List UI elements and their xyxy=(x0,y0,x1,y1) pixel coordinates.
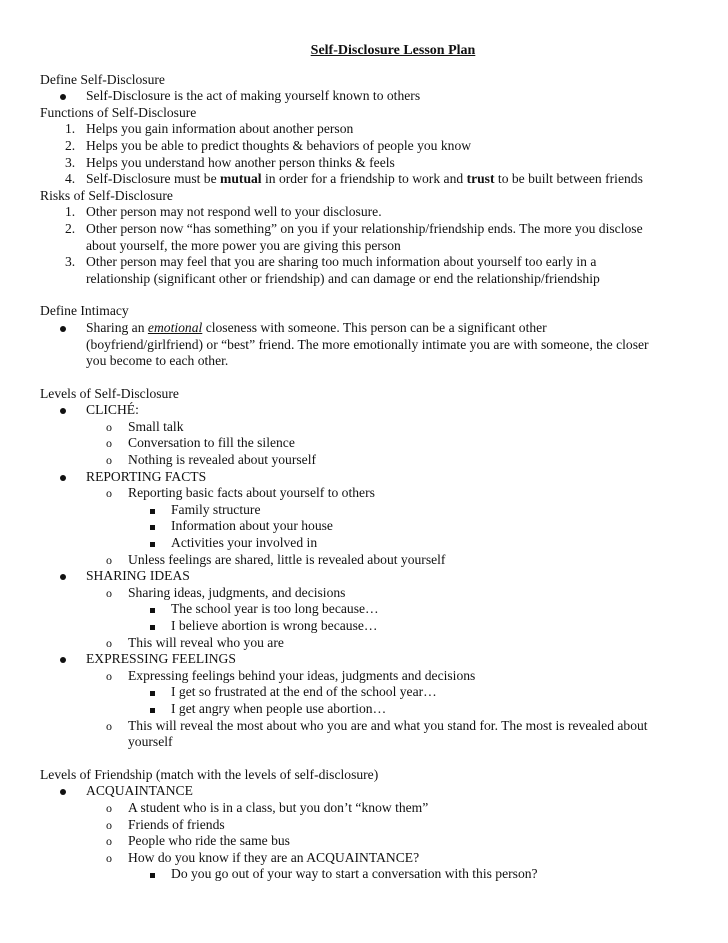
list-item: Do you go out of your way to start a conversation with this person? xyxy=(40,866,688,883)
list-item: Activities your involved in xyxy=(40,535,688,552)
list-item: CLICHÉ: xyxy=(40,402,688,419)
square-bullet-icon xyxy=(150,866,155,883)
list-number: 1. xyxy=(65,204,76,220)
square-bullet-icon xyxy=(150,701,155,718)
square-bullet-icon xyxy=(150,502,155,519)
open-circle-icon: o xyxy=(106,817,112,832)
emphasis-emotional: emotional xyxy=(147,319,203,335)
list-item: Family structure xyxy=(40,502,688,519)
page-title: Self-Disclosure Lesson Plan xyxy=(310,43,476,58)
open-circle-icon: o xyxy=(106,668,112,683)
list-item: 2. Other person now “has something” on you if your relationship/friendship ends. The more you disclose xyxy=(65,220,643,236)
list-item: 2. Helps you be able to predict thoughts & behaviors of people you know xyxy=(65,137,472,153)
open-circle-icon: o xyxy=(106,850,112,865)
open-circle-icon: o xyxy=(106,718,112,733)
list-item: o This will reveal the most about who you are and what you stand for. The most is revealed about xyxy=(106,717,648,733)
section-heading-levels-sd: Levels of Self-Disclosure xyxy=(40,385,179,401)
square-bullet-icon xyxy=(150,601,155,618)
list-number: 2. xyxy=(65,220,76,236)
open-circle-icon: o xyxy=(106,436,112,451)
list-item: o Conversation to fill the silence xyxy=(106,435,295,451)
section-heading-intimacy: Define Intimacy xyxy=(40,303,129,319)
square-bullet-icon xyxy=(150,684,155,701)
list-item-continuation: about yourself, the more power you are giving this person xyxy=(86,237,401,253)
open-circle-icon: o xyxy=(106,552,112,567)
list-item: 1. Other person may not respond well to your disclosure. xyxy=(65,204,382,220)
square-bullet-icon xyxy=(150,518,155,535)
list-item: o People who ride the same bus xyxy=(106,833,290,849)
list-item: EXPRESSING FEELINGS xyxy=(40,651,688,668)
list-item: SHARING IDEAS xyxy=(40,568,688,585)
square-bullet-icon xyxy=(150,535,155,552)
list-number: 4. xyxy=(65,171,76,187)
list-item: o Reporting basic facts about yourself to others xyxy=(106,485,375,501)
list-item: o How do you know if they are an ACQUAINTANCE? xyxy=(106,849,420,865)
section-heading-functions: Functions of Self-Disclosure xyxy=(40,104,197,120)
open-circle-icon: o xyxy=(106,419,112,434)
list-item: o A student who is in a class, but you don’t “know them” xyxy=(106,799,429,815)
open-circle-icon: o xyxy=(106,585,112,600)
list-item: ACQUAINTANCE xyxy=(40,783,688,800)
section-heading-risks: Risks of Self-Disclosure xyxy=(40,187,173,203)
list-item-continuation: relationship (significant other or friendship) and can damage or end the relationship/friendship xyxy=(86,270,600,286)
open-circle-icon: o xyxy=(106,800,112,815)
list-item: The school year is too long because… xyxy=(40,601,688,618)
bullet-icon xyxy=(60,320,66,337)
list-item: o Expressing feelings behind your ideas, judgments and decisions xyxy=(106,667,476,683)
bullet-icon xyxy=(60,783,66,800)
list-number: 3. xyxy=(65,154,76,170)
list-item: 1. Helps you gain information about another person xyxy=(65,121,354,137)
list-item: o Small talk xyxy=(106,418,184,434)
list-item: I get so frustrated at the end of the school year… xyxy=(40,684,688,701)
list-item: o Sharing ideas, judgments, and decisions xyxy=(106,584,346,600)
list-item: Sharing an emotional closeness with someone. This person can be a significant other xyxy=(40,320,688,337)
open-circle-icon: o xyxy=(106,834,112,849)
list-item: o Friends of friends xyxy=(106,816,225,832)
list-item-continuation: (boyfriend/girlfriend) or “best” friend. The more emotionally intimate you are with someone, the closer xyxy=(86,336,649,352)
bullet-icon xyxy=(60,88,66,105)
list-item: 4. Self-Disclosure must be mutual in order for a friendship to work and trust to be built between friends xyxy=(65,171,643,187)
bullet-icon xyxy=(60,402,66,419)
section-heading-define-sd: Define Self-Disclosure xyxy=(40,71,165,87)
list-number: 2. xyxy=(65,137,76,153)
list-item: 3. Helps you understand how another person thinks & feels xyxy=(65,154,395,170)
list-item: Self-Disclosure is the act of making yourself known to others xyxy=(40,88,688,105)
list-item: 3. Other person may feel that you are sharing too much information about yourself too early in a xyxy=(65,254,597,270)
bullet-icon xyxy=(60,469,66,486)
list-item: o This will reveal who you are xyxy=(106,634,284,650)
list-item-continuation: yourself xyxy=(128,734,173,750)
open-circle-icon: o xyxy=(106,453,112,468)
list-item: o Unless feelings are shared, little is revealed about yourself xyxy=(106,551,446,567)
list-item: Information about your house xyxy=(40,518,688,535)
bullet-icon xyxy=(60,651,66,668)
list-item: REPORTING FACTS xyxy=(40,469,688,486)
open-circle-icon: o xyxy=(106,635,112,650)
list-number: 3. xyxy=(65,254,76,270)
bold-trust: trust xyxy=(466,171,495,187)
square-bullet-icon xyxy=(150,618,155,635)
bullet-icon xyxy=(60,568,66,585)
list-item: o Nothing is revealed about yourself xyxy=(106,452,316,468)
list-item: I get angry when people use abortion… xyxy=(40,701,688,718)
list-number: 1. xyxy=(65,121,76,137)
list-item-continuation: you become to each other. xyxy=(86,353,229,369)
open-circle-icon: o xyxy=(106,486,112,501)
section-heading-levels-friendship: Levels of Friendship (match with the levels of self-disclosure) xyxy=(40,766,379,782)
list-item: I believe abortion is wrong because… xyxy=(40,618,688,635)
bold-mutual: mutual xyxy=(220,171,262,187)
